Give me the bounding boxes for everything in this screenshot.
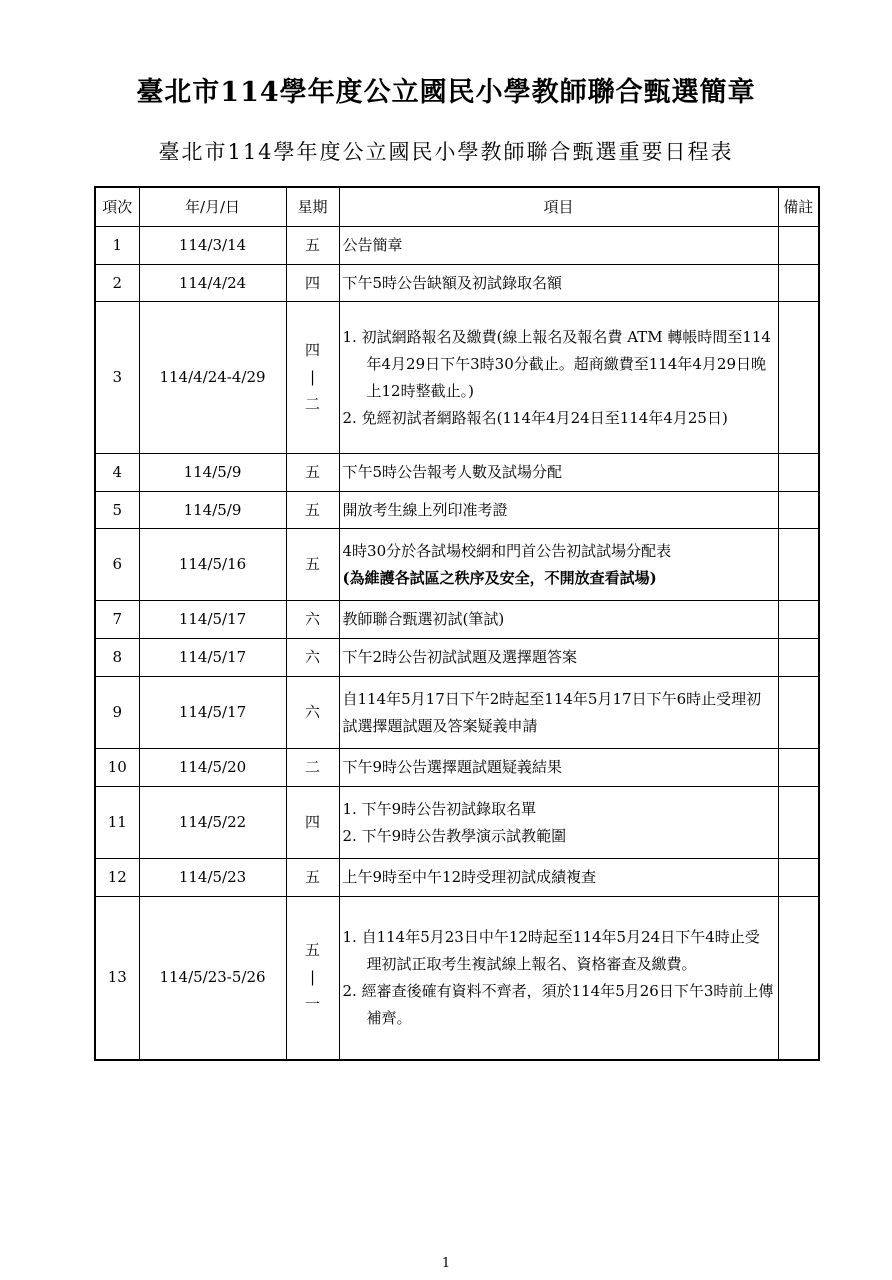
header-item: 項目 [339,187,778,227]
table-row [95,639,819,677]
row-weekday: 五 [286,859,339,897]
row-item-text: 開放考生線上列印准考證 [342,500,508,519]
row-item [339,639,778,677]
row-note [778,492,819,529]
table-header-row [95,187,819,227]
row-date: 114/5/9 [139,454,286,492]
row-item-text: 下午5時公告缺額及初試錄取名額 [342,273,563,292]
page-number: 1 [441,1256,451,1271]
row-item-text: 1. 初試網路報名及繳費(線上報名及報名費 ATM 轉帳時間至114年4月29日下午3時30分截止。超商繳費至114年4月29日晚上12時整截止。) [342,327,771,400]
row-note [778,639,819,677]
row-item-text: 4時30分於各試場校網和門首公告初試試場分配表 [342,541,672,560]
row-weekday: 四 | 二 [286,302,339,454]
row-weekday: 六 [286,639,339,677]
row-note [778,302,819,454]
row-number: 3 [95,302,139,454]
row-date: 114/5/22 [139,787,286,859]
row-number: 10 [95,749,139,787]
row-date: 114/3/14 [139,227,286,265]
schedule-table [94,186,820,1061]
header-weekday: 星期 [286,187,339,227]
row-weekday: 五 [286,529,339,601]
row-item [339,787,778,859]
row-item [339,749,778,787]
header-date: 年/月/日 [139,187,286,227]
table-row [95,454,819,492]
row-date: 114/5/20 [139,749,286,787]
row-item [339,859,778,897]
row-note [778,265,819,302]
row-date: 114/4/24 [139,265,286,302]
row-item-text: 教師聯合甄選初試(筆試) [342,610,505,628]
row-number: 2 [95,265,139,302]
row-item [339,454,778,492]
row-item-text: 1. 下午9時公告初試錄取名單 [342,799,537,818]
row-item-bold-text: (為維護各試區之秩序及安全，不開放查看試場) [342,568,657,587]
row-weekday: 四 [286,265,339,302]
row-date: 114/5/9 [139,492,286,529]
row-number: 7 [95,601,139,639]
row-weekday: 五 | 一 [286,897,339,1060]
row-number: 11 [95,787,139,859]
table-row [95,601,819,639]
row-note [778,897,819,1060]
row-item-text: 下午9時公告選擇題試題疑義結果 [342,758,563,776]
row-number: 5 [95,492,139,529]
table-row [95,265,819,302]
row-item [339,302,778,454]
header-item-no: 項次 [95,187,139,227]
row-item-text: 1. 自114年5月23日中午12時起至114年5月24日下午4時止受理初試正取考生複試線上報名、資格審查及繳費。 [342,927,760,973]
row-item [339,897,778,1060]
row-date: 114/5/17 [139,677,286,749]
row-weekday: 五 [286,492,339,529]
schedule-subtitle: 臺北市114學年度公立國民小學教師聯合甄選重要日程表 [158,140,734,164]
row-weekday: 二 [286,749,339,787]
row-item [339,492,778,529]
row-date: 114/5/16 [139,529,286,601]
row-item-text: 2. 下午9時公告教學演示試教範圍 [342,826,567,845]
row-number: 1 [95,227,139,265]
row-note [778,677,819,749]
row-date: 114/5/23 [139,859,286,897]
row-item [339,227,778,265]
table-row [95,302,819,454]
row-note [778,749,819,787]
row-number: 13 [95,897,139,1060]
row-item [339,265,778,302]
row-note [778,227,819,265]
row-weekday: 五 [286,227,339,265]
row-note [778,787,819,859]
table-row [95,787,819,859]
table-row [95,859,819,897]
row-date: 114/5/23-5/26 [139,897,286,1060]
row-number: 4 [95,454,139,492]
row-item-text: 上午9時至中午12時受理初試成績複查 [342,868,597,886]
row-note [778,601,819,639]
row-note [778,529,819,601]
row-weekday: 六 [286,677,339,749]
row-number: 9 [95,677,139,749]
row-item-text: 2. 免經初試者網路報名(114年4月24日至114年4月25日) [342,408,728,427]
row-weekday: 六 [286,601,339,639]
row-number: 12 [95,859,139,897]
row-item-text: 2. 經審查後確有資料不齊者，須於114年5月26日下午3時前上傳補齊。 [342,981,774,1027]
row-item-text: 自114年5月17日下午2時起至114年5月17日下午6時止受理初試選擇題試題及答案疑義申請 [342,689,762,735]
row-weekday: 四 [286,787,339,859]
row-item [339,601,778,639]
table-row [95,677,819,749]
row-item [339,529,778,601]
table-row [95,897,819,1060]
header-note: 備註 [778,187,819,227]
table-row [95,227,819,265]
table-row [95,749,819,787]
row-number: 6 [95,529,139,601]
row-note [778,454,819,492]
row-number: 8 [95,639,139,677]
row-item-text: 公告簡章 [342,236,403,254]
document-title: 臺北市114學年度公立國民小學教師聯合甄選簡章 [136,77,756,108]
row-item-text: 下午2時公告初試試題及選擇題答案 [342,648,578,666]
row-item [339,677,778,749]
row-date: 114/4/24-4/29 [139,302,286,454]
table-row [95,529,819,601]
row-date: 114/5/17 [139,639,286,677]
row-weekday: 五 [286,454,339,492]
row-item-text: 下午5時公告報考人數及試場分配 [342,463,563,481]
row-date: 114/5/17 [139,601,286,639]
row-note [778,859,819,897]
table-row [95,492,819,529]
